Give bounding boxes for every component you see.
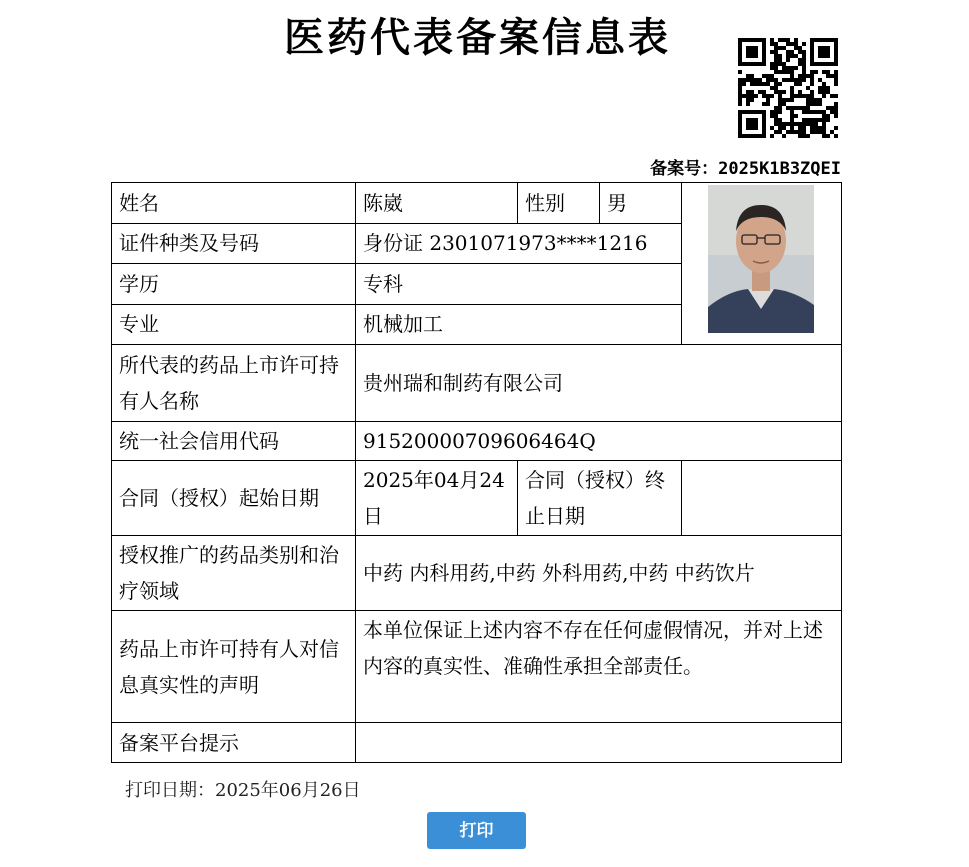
id-label: 证件种类及号码 — [112, 223, 356, 264]
credit-value: 91520000709606464Q — [356, 422, 842, 461]
id-photo — [708, 185, 814, 333]
id-value: 身份证 2301071973****1216 — [356, 223, 682, 264]
start-date-value: 2025年04月24日 — [356, 461, 518, 536]
platform-tip-label: 备案平台提示 — [112, 723, 356, 763]
record-number-label: 备案号： — [650, 159, 719, 179]
record-number-value: 2025K1B3ZQEI — [718, 159, 841, 179]
education-label: 学历 — [112, 264, 356, 305]
record-number — [650, 154, 841, 179]
info-table — [111, 182, 842, 763]
name-value: 陈崴 — [356, 183, 518, 224]
start-date-label: 合同（授权）起始日期 — [112, 461, 356, 536]
category-value: 中药 内科用药,中药 外科用药,中药 中药饮片 — [356, 536, 842, 611]
major-value: 机械加工 — [356, 304, 682, 345]
gender-label: 性别 — [518, 183, 600, 224]
statement-value: 本单位保证上述内容不存在任何虚假情况，并对上述内容的真实性、准确性承担全部责任。 — [356, 611, 842, 723]
category-label: 授权推广的药品类别和治疗领域 — [112, 536, 356, 611]
page-title: 医药代表备案信息表 — [284, 14, 671, 61]
end-date-label: 合同（授权）终止日期 — [518, 461, 682, 536]
statement-label: 药品上市许可持有人对信息真实性的声明 — [112, 611, 356, 723]
print-button[interactable]: 打印 — [427, 812, 526, 849]
print-date — [125, 776, 361, 802]
holder-value: 贵州瑞和制药有限公司 — [356, 345, 842, 422]
platform-tip-value — [356, 723, 842, 763]
gender-value: 男 — [600, 183, 682, 224]
print-date-value: 2025年06月26日 — [215, 780, 361, 801]
holder-label: 所代表的药品上市许可持有人名称 — [112, 345, 356, 422]
credit-label: 统一社会信用代码 — [112, 422, 356, 461]
education-value: 专科 — [356, 264, 682, 305]
qr-code — [738, 38, 838, 138]
print-date-label: 打印日期： — [125, 780, 215, 801]
major-label: 专业 — [112, 304, 356, 345]
photo-cell — [682, 183, 842, 345]
end-date-value — [682, 461, 842, 536]
name-label: 姓名 — [112, 183, 356, 224]
